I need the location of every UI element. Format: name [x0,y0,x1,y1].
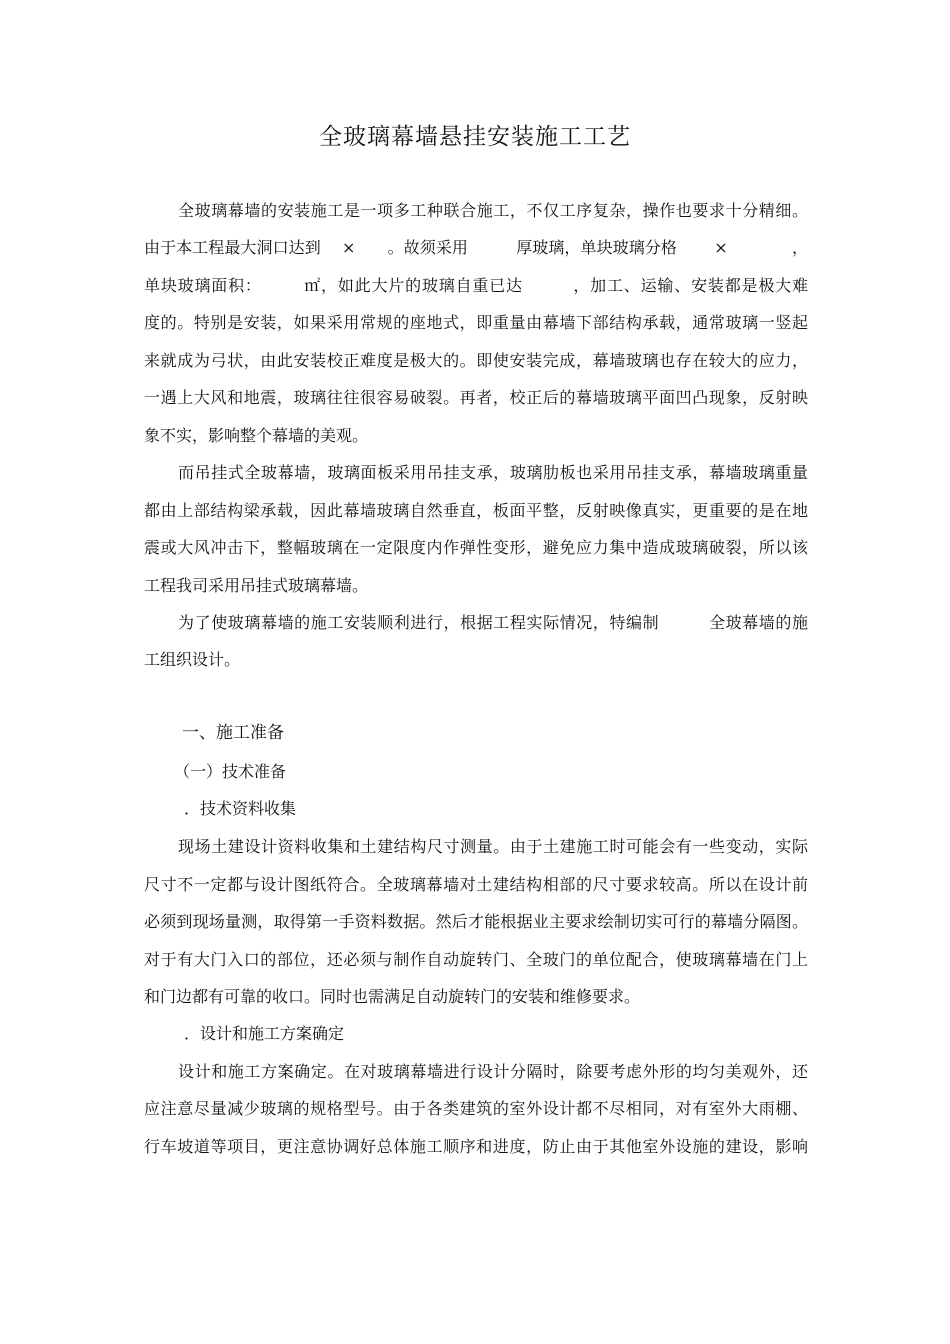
text-line: ．技术资料收集 [184,799,297,818]
text-line: 行车坡道等项目，更注意协调好总体施工顺序和进度，防止由于其他室外设施的建设，影响 [144,1137,808,1156]
text-line: （一）技术准备 [174,762,287,781]
text-line: 都由上部结构梁承载，因此幕墙玻璃自然垂直，板面平整，反射映像真实，更重要的是在地 [144,501,808,520]
text-line: 全玻璃幕墙的安装施工是一项多工种联合施工，不仅工序复杂，操作也要求十分精细。 [178,201,808,220]
text-line: 应注意尽量减少玻璃的规格型号。由于各类建筑的室外设计都不尽相同，对有室外大雨棚、 [144,1099,808,1118]
section-heading: 一、施工准备 [182,723,284,743]
text-line: 来就成为弓状，由此安装校正难度是极大的。即使安装完成，幕墙玻璃也存在较大的应力， [144,351,808,370]
text-line: 尺寸不一定都与设计图纸符合。全玻璃幕墙对土建结构相部的尺寸要求较高。所以在设计前 [144,875,808,894]
text-line: 工程我司采用吊挂式玻璃幕墙。 [144,576,369,595]
text-line: 震或大风冲击下，整幅玻璃在一定限度内作弹性变形，避免应力集中造成玻璃破裂，所以该 [144,538,808,557]
text-line: 一遇上大风和地震，玻璃往往很容易破裂。再者，校正后的幕墙玻璃平面凹凸现象，反射映 [144,388,808,407]
text-line: 象不实，影响整个幕墙的美观。 [144,426,369,445]
text-line: 为了使玻璃幕墙的施工安装顺利进行，根据工程实际情况，特编制 全玻幕墙的施 [178,613,808,632]
text-line: ．设计和施工方案确定 [184,1024,345,1043]
document-title: 全玻璃幕墙悬挂安装施工工艺 [319,124,631,150]
text-line: 现场土建设计资料收集和土建结构尺寸测量。由于土建施工时可能会有一些变动，实际 [178,837,808,856]
text-line: 工组织设计。 [144,650,241,669]
text-line: 由于本工程最大洞口达到 × 。故须采用 厚玻璃，单块玻璃分格 × ， [144,238,808,257]
text-line: 对于有大门入口的部位，还必须与制作自动旋转门、全玻门的单位配合，使玻璃幕墙在门上 [144,950,808,969]
text-line: 必须到现场量测，取得第一手资料数据。然后才能根据业主要求绘制切实可行的幕墙分隔图。 [144,912,808,931]
text-line: 而吊挂式全玻幕墙，玻璃面板采用吊挂支承，玻璃肋板也采用吊挂支承，幕墙玻璃重量 [178,463,808,482]
text-line: 单块玻璃面积： ㎡，如此大片的玻璃自重已达 ，加工、运输、安装都是极大难 [144,276,808,295]
text-line: 和门边都有可靠的收口。同时也需满足自动旋转门的安装和维修要求。 [144,987,641,1006]
text-line: 设计和施工方案确定。在对玻璃幕墙进行设计分隔时，除要考虑外形的均匀美观外，还 [178,1062,808,1081]
text-line: 度的。特别是安装，如果采用常规的座地式，即重量由幕墙下部结构承载，通常玻璃一竖起 [144,313,808,332]
